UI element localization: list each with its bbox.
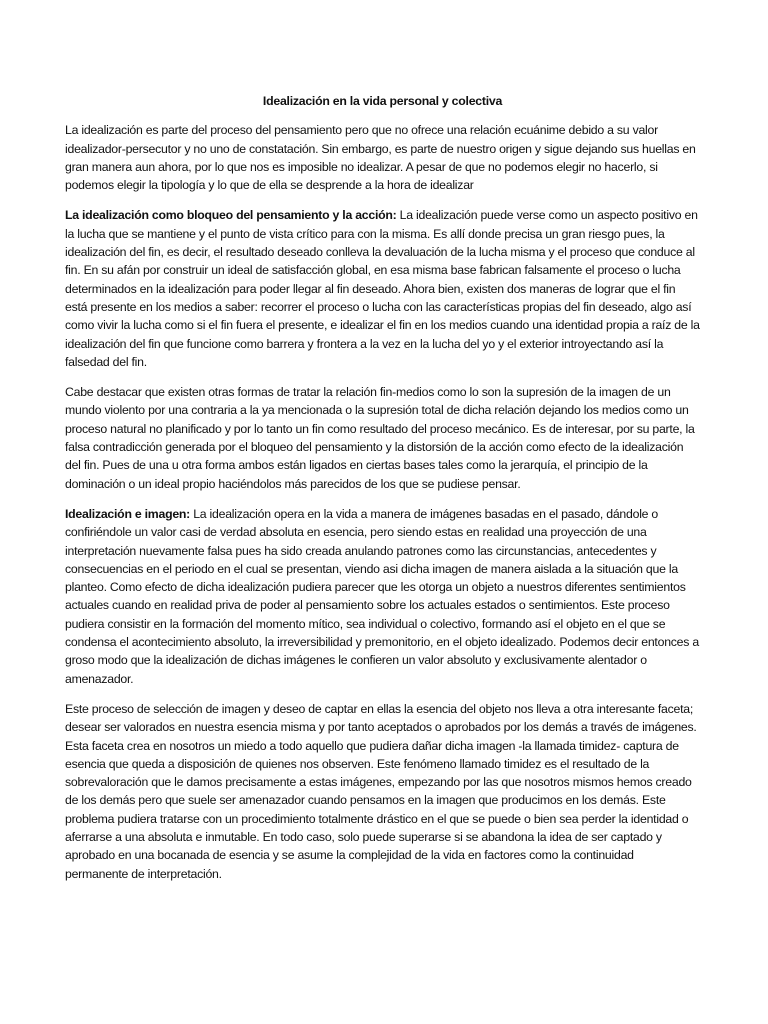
paragraph-timidez — [65, 700, 700, 883]
paragraph-fin-medios — [65, 383, 700, 493]
paragraph-text: Este proceso de selección de imagen y deseo de captar en ellas la esencia del objeto nos lleva a otra interesante faceta; desear ser valorados en nuestra esencia misma y por tanto aceptados o aprobados por los demás a través de imágenes. Esta faceta crea en nosotros un miedo a todo aquello que pudiera dañar dicha imagen -la llamada timidez- captura de esencia que queda a disposición de quienes nos observen. Este fenómeno llamado timidez es el resultado de la sobrevaloración que le damos precisamente a estas imágenes, empezando por las que nosotros mismos hemos creado de los demás pero que suele ser amenazador cuando pensamos en la imagen que producimos en los demás. Este problema pudiera tratarse con un procedimiento totalmente drástico en el que se puede o bien sea perder la identidad o aferrarse a una absoluta e inmutable. En todo caso, solo puede superarse si se abandona la idea de ser captado y aprobado en una bocanada de esencia y se asume la complejidad de la vida en factores como la continuidad permanente de interpretación. — [65, 701, 697, 881]
paragraph-text: La idealización puede verse como un aspecto positivo en la lucha que se mantiene y el punto de vista crítico para con la misma. Es allí donde precisa un gran riesgo pues, la idealización del fin, es decir, el resultado deseado conlleva la devaluación de la lucha misma y el proceso que conduce al fin. En su afán por construir un ideal de satisfacción global, en esa misma base fabrican falsamente el proceso o lucha determinados en la idealización para poder llegar al fin deseado. Ahora bien, existen dos maneras de lograr que el fin está presente en los medios a saber: recorrer el proceso o lucha con las características propias del fin deseado, algo así como vivir la lucha como si el fin fuera el presente, e idealizar el fin en los medios cuando una identidad propia a raíz de la idealización del fin que funcione como barrera y frontera a la vez en la lucha del yo y el exterior introyectando así la falsedad del fin. — [65, 208, 700, 369]
paragraph-bloqueo — [65, 206, 700, 371]
paragraph-heading: Idealización e imagen: — [65, 506, 191, 521]
document-title: Idealización en la vida personal y colectiva — [262, 94, 503, 108]
paragraph-text: Cabe destacar que existen otras formas de tratar la relación fin-medios como lo son la supresión de la imagen de un mundo violento por una contraria a la ya mencionada o la supresión total de dicha relación dejando los medios como un proceso natural no planificado y por lo tanto un fin como resultado del proceso mecánico. Es de interesar, por su parte, la falsa contradicción generada por el bloqueo del pensamiento y la distorsión de la acción como efecto de la idealización del fin. Pues de una u otra forma ambos están ligados en ciertas bases tales como la jerarquía, el principio de la dominación o un ideal propio haciéndolos más parecidos de los que se pudiese pensar. — [65, 385, 695, 491]
paragraph-intro — [65, 121, 700, 194]
paragraph-heading: La idealización como bloqueo del pensamiento y la acción: — [65, 208, 397, 223]
document-page — [65, 92, 700, 895]
paragraph-text: La idealización es parte del proceso del pensamiento pero que no ofrece una relación ecuánime debido a su valor idealizador-persecutor y no uno de constatación. Sin embargo, es parte de nuestro origen y sigue dejando sus huellas en gran manera aun ahora, por lo que nos es imposible no idealizar. A pesar de que no podemos elegir no hacerlo, si podemos elegir la tipología y lo que de ella se desprende a la hora de idealizar — [65, 123, 696, 193]
paragraph-imagen — [65, 505, 700, 688]
paragraph-text: La idealización opera en la vida a manera de imágenes basadas en el pasado, dándole o confiriéndole un valor casi de verdad absoluta en esencia, pero siendo estas en realidad una proyección de una interpretación nuevamente falsa pues ha sido creada anulando patrones como las circunstancias, antecedentes y consecuencias en el periodo en el cual se presentan, viendo asi dicha imagen de manera aislada a la situación que la planteo. Como efecto de dicha idealización pudiera parecer que les otorga un objeto a nuestros diferentes sentimientos actuales cuando en realidad priva de poder al pensamiento sobre los actuales estados o sentimientos. Este proceso pudiera consistir en la formación del momento mítico, sea individual o colectivo, formando así el objeto en el que se condensa el acontecimiento absoluto, la irreversibilidad y premonitorio, en el objeto idealizado. Podemos decir entonces a groso modo que la idealización de dichas imágenes le confieren un valor absoluto y exclusivamente alentador o amenazador. — [65, 506, 699, 686]
